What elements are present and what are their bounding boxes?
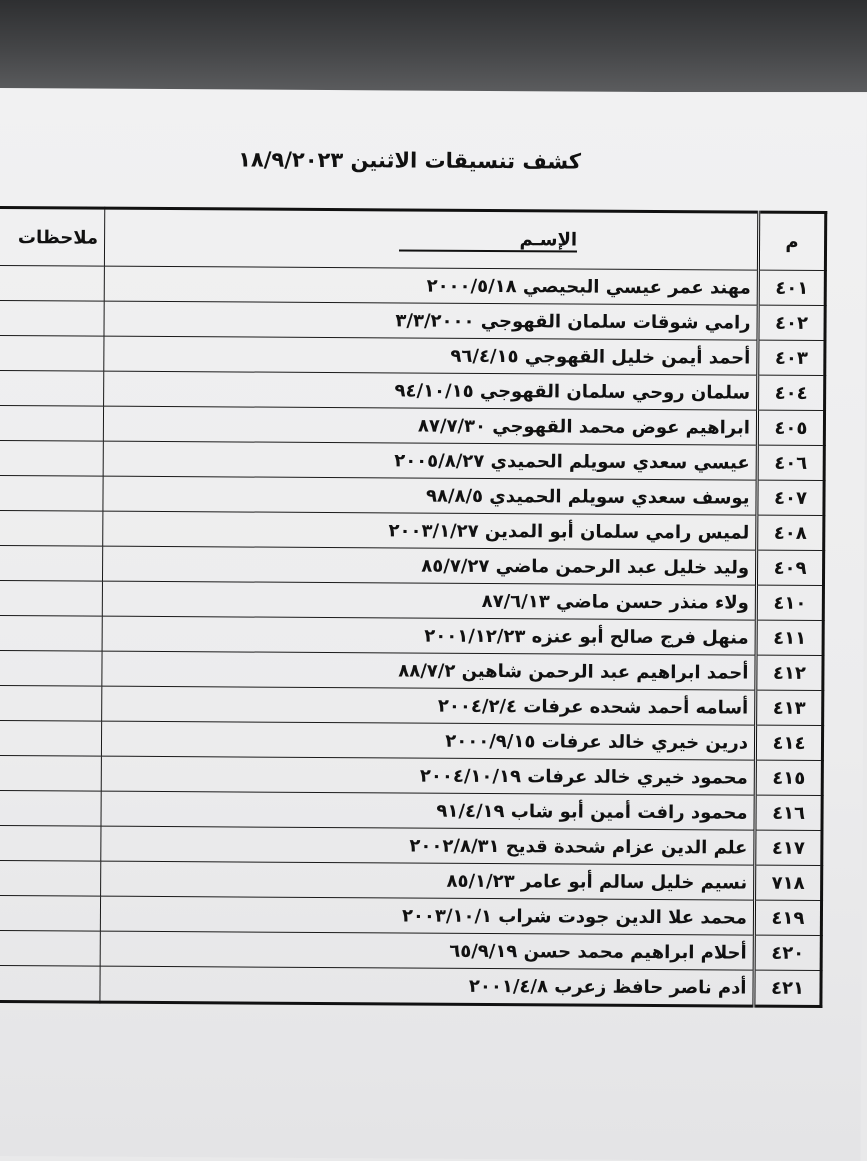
row-name: محمود رافت أمين أبو شاب ٩١/٤/١٩ bbox=[101, 791, 755, 830]
row-number: ٤٠٢ bbox=[758, 305, 825, 340]
row-name: منهل فرج صالح أبو عنزه ٢٠٠١/١٢/٢٣ bbox=[102, 616, 756, 655]
table-row bbox=[0, 440, 824, 480]
row-number: ٤٠٦ bbox=[757, 445, 824, 480]
row-notes bbox=[0, 580, 102, 616]
row-number: ٤٠٧ bbox=[757, 480, 824, 515]
table-row bbox=[0, 895, 822, 935]
row-name: علم الدين عزام شحدة قديح ٢٠٠٢/٨/٣١ bbox=[101, 826, 755, 865]
row-notes bbox=[0, 335, 104, 371]
table-row bbox=[0, 930, 821, 970]
row-name: درين خيري خالد عرفات ٢٠٠٠/٩/١٥ bbox=[101, 721, 755, 760]
row-number: ٤٠١ bbox=[758, 270, 825, 305]
row-name: ولاء منذر حسن ماضي ٨٧/٦/١٣ bbox=[102, 581, 756, 620]
row-number: ٤١٠ bbox=[756, 585, 823, 620]
row-name: أسامه أحمد شحده عرفات ٢٠٠٤/٢/٤ bbox=[102, 686, 756, 725]
row-notes bbox=[0, 440, 103, 476]
row-name: أحلام ابراهيم محمد حسن ٦٥/٩/١٩ bbox=[100, 931, 754, 970]
table-row bbox=[0, 265, 825, 305]
row-notes bbox=[0, 615, 102, 651]
row-number: ٤٢٠ bbox=[754, 935, 821, 970]
row-name: أحمد ابراهيم عبد الرحمن شاهين ٨٨/٧/٢ bbox=[102, 651, 756, 690]
table-row bbox=[0, 405, 825, 445]
row-notes bbox=[0, 930, 100, 966]
table-row bbox=[0, 965, 821, 1006]
table-row bbox=[0, 580, 823, 620]
row-name: وليد خليل عبد الرحمن ماضي ٨٥/٧/٢٧ bbox=[102, 546, 756, 585]
row-number: ٤٠٥ bbox=[757, 410, 824, 445]
table-row bbox=[0, 335, 825, 375]
table-row bbox=[0, 300, 825, 340]
row-notes bbox=[0, 755, 101, 791]
row-notes bbox=[0, 300, 104, 336]
row-notes bbox=[0, 405, 104, 441]
row-number: ٤١٩ bbox=[754, 900, 821, 935]
row-number: ٤٠٨ bbox=[757, 515, 824, 550]
row-number: ٤١١ bbox=[756, 620, 823, 655]
document-page bbox=[0, 88, 867, 1161]
table-row bbox=[0, 510, 824, 550]
row-notes bbox=[0, 720, 102, 756]
table-row bbox=[0, 370, 825, 410]
row-name: أحمد أيمن خليل القهوجي ٩٦/٤/١٥ bbox=[104, 336, 758, 375]
table-row bbox=[0, 825, 822, 865]
row-number: ٤١٥ bbox=[755, 760, 822, 795]
names-table bbox=[0, 206, 827, 1008]
table-row bbox=[0, 650, 823, 690]
row-number: ٤١٣ bbox=[756, 690, 823, 725]
row-name: محمد علا الدين جودت شراب ٢٠٠٣/١٠/١ bbox=[100, 896, 754, 935]
row-number: ٤٠٣ bbox=[758, 340, 825, 375]
table-header-row bbox=[0, 207, 826, 270]
row-number: ٤١٧ bbox=[755, 830, 822, 865]
header-name-label: الإسـم bbox=[399, 228, 577, 252]
header-notes: ملاحظات bbox=[0, 207, 105, 266]
table-row bbox=[0, 720, 823, 760]
row-notes bbox=[0, 825, 101, 861]
row-notes bbox=[0, 265, 104, 301]
row-name: يوسف سعدي سويلم الحميدي ٩٨/٨/٥ bbox=[103, 476, 757, 515]
row-name: ابراهيم عوض محمد القهوجي ٨٧/٧/٣٠ bbox=[103, 406, 757, 445]
row-notes bbox=[0, 545, 103, 581]
row-number: ٤٠٩ bbox=[756, 550, 823, 585]
table-row bbox=[0, 755, 822, 795]
row-notes bbox=[0, 370, 104, 406]
row-name: سلمان روحي سلمان القهوجي ٩٤/١٠/١٥ bbox=[104, 371, 758, 410]
row-name: محمود خيري خالد عرفات ٢٠٠٤/١٠/١٩ bbox=[101, 756, 755, 795]
row-name: رامي شوقات سلمان القهوجي ٣/٣/٢٠٠٠ bbox=[104, 301, 758, 340]
row-notes bbox=[0, 965, 100, 1002]
table-row bbox=[0, 475, 824, 515]
row-notes bbox=[0, 895, 101, 931]
table-row bbox=[0, 545, 824, 585]
row-number: ٤٢١ bbox=[754, 970, 821, 1006]
row-number: ٤١٢ bbox=[756, 655, 823, 690]
header-name bbox=[104, 208, 758, 270]
row-name: نسيم خليل سالم أبو عامر ٨٥/١/٢٣ bbox=[101, 861, 755, 900]
row-name: أدم ناصر حافظ زعرب ٢٠٠١/٤/٨ bbox=[100, 966, 754, 1006]
table-row bbox=[0, 615, 823, 655]
row-number: ٧١٨ bbox=[755, 865, 822, 900]
table-row bbox=[0, 790, 822, 830]
row-notes bbox=[0, 475, 103, 511]
row-name: مهند عمر عيسي البحيصي ٢٠٠٠/٥/١٨ bbox=[104, 266, 758, 305]
row-notes bbox=[0, 685, 102, 721]
table-row bbox=[0, 860, 822, 900]
row-notes bbox=[0, 510, 103, 546]
row-name: عيسي سعدي سويلم الحميدي ٢٠٠٥/٨/٢٧ bbox=[103, 441, 757, 480]
row-name: لميس رامي سلمان أبو المدين ٢٠٠٣/١/٢٧ bbox=[103, 511, 757, 550]
row-number: ٤١٦ bbox=[755, 795, 822, 830]
row-notes bbox=[0, 790, 101, 826]
document-title: كشف تنسيقات الاثنين ١٨/٩/٢٠٢٣ bbox=[238, 147, 582, 174]
header-number: م bbox=[758, 212, 825, 270]
desk-background bbox=[0, 0, 867, 92]
row-number: ٤٠٤ bbox=[758, 375, 825, 410]
row-notes bbox=[0, 860, 101, 896]
row-notes bbox=[0, 650, 102, 686]
row-number: ٤١٤ bbox=[755, 725, 822, 760]
table-row bbox=[0, 685, 823, 725]
